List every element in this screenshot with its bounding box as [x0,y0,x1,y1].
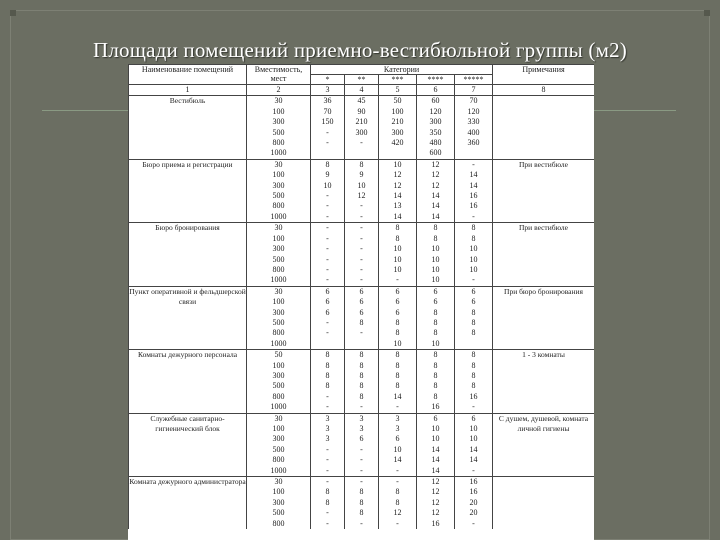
area-cell: - [311,455,345,465]
area-cell: 14 [417,201,455,211]
area-cell: - [311,138,345,148]
area-cell: 10 [417,424,455,434]
capacity-cell: 50 [247,350,311,361]
capacity-cell: 500 [247,508,311,518]
capacity-cell: 100 [247,487,311,497]
capacity-cell: 100 [247,234,311,244]
frame-corner [704,10,710,16]
area-cell: 120 [455,107,493,117]
area-cell: 8 [311,361,345,371]
area-cell: 8 [379,371,417,381]
area-cell: 10 [417,339,455,350]
capacity-cell: 500 [247,318,311,328]
area-cell: - [311,275,345,286]
area-cell: 6 [311,308,345,318]
area-cell: 8 [417,234,455,244]
area-cell: 20 [455,498,493,508]
table-group [129,159,595,222]
area-cell: - [345,466,379,477]
area-cell: - [311,445,345,455]
area-cell: 10 [379,265,417,275]
header-category-1: * [311,75,345,85]
area-cell: 8 [455,381,493,391]
area-cell: 60 [417,96,455,107]
room-note: При вестибюле [493,159,594,222]
area-cell: 70 [455,96,493,107]
area-cell: 14 [455,181,493,191]
frame-corner [10,10,16,16]
capacity-cell: 500 [247,191,311,201]
area-cell: 120 [417,107,455,117]
table-header [129,65,595,85]
capacity-cell: 800 [247,455,311,465]
capacity-cell: 800 [247,519,311,529]
room-note [493,477,594,530]
column-number-1: 1 [129,85,247,96]
area-cell: 10 [379,244,417,254]
area-cell: 8 [311,487,345,497]
area-cell: 3 [311,434,345,444]
capacity-cell: 300 [247,498,311,508]
area-cell: 14 [455,455,493,465]
area-cell: - [345,455,379,465]
room-note [493,96,594,159]
area-cell: 16 [455,392,493,402]
area-cell: 16 [417,402,455,413]
area-cell: 12 [417,159,455,170]
area-cell: 10 [311,181,345,191]
room-name: Бюро приема и регистрации [129,159,247,222]
area-cell: 9 [345,170,379,180]
area-cell: 13 [379,201,417,211]
area-cell: 400 [455,128,493,138]
area-cell: - [345,275,379,286]
area-cell: - [379,275,417,286]
area-cell: 12 [417,508,455,518]
area-cell: 6 [417,413,455,424]
area-cell [455,339,493,350]
capacity-cell: 500 [247,381,311,391]
area-cell: 100 [379,107,417,117]
area-cell: 6 [379,297,417,307]
area-cell: 12 [345,191,379,201]
area-cell: 16 [417,519,455,529]
area-cell: - [311,508,345,518]
area-cell: - [379,402,417,413]
area-cell [455,148,493,159]
area-cell [345,148,379,159]
header-category-4: **** [417,75,455,85]
header-capacity: Вместимость, мест [247,65,311,85]
header-category-3: *** [379,75,417,85]
area-cell: - [455,159,493,170]
area-cell: 6 [345,297,379,307]
area-cell: 6 [417,297,455,307]
area-cell: 8 [379,381,417,391]
column-number-7: 7 [455,85,493,96]
area-cell: 14 [379,455,417,465]
area-cell: 8 [417,361,455,371]
area-cell: 10 [345,181,379,191]
room-note: При вестибюле [493,223,594,286]
area-cell: 8 [311,498,345,508]
capacity-cell: 100 [247,361,311,371]
area-cell: 12 [379,181,417,191]
area-cell: 10 [379,255,417,265]
area-cell: 70 [311,107,345,117]
area-cell: - [311,128,345,138]
room-name: Бюро бронирования [129,223,247,286]
area-cell: 10 [455,424,493,434]
area-cell: 10 [455,265,493,275]
area-cell: 8 [345,508,379,518]
column-number-6: 6 [417,85,455,96]
area-cell: 8 [345,318,379,328]
area-cell: 12 [417,477,455,488]
table-row [129,286,595,297]
area-cell: 16 [455,477,493,488]
area-cell: - [455,402,493,413]
area-cell: 14 [455,445,493,455]
area-cell: 12 [417,181,455,191]
header-name: Наименование помещений [129,65,247,85]
area-cell: 3 [379,413,417,424]
area-cell: 8 [417,308,455,318]
area-cell: 8 [379,487,417,497]
area-cell [311,148,345,159]
area-cell: 10 [455,255,493,265]
area-cell [345,339,379,350]
area-cell: 600 [417,148,455,159]
area-cell: 8 [345,371,379,381]
area-cell: 3 [345,413,379,424]
area-cell: 12 [379,508,417,518]
capacity-cell: 1000 [247,212,311,223]
area-cell: 210 [379,117,417,127]
area-cell: - [311,318,345,328]
capacity-cell: 30 [247,223,311,234]
area-cell: 10 [455,244,493,254]
area-cell: 8 [345,381,379,391]
capacity-cell: 500 [247,445,311,455]
area-cell: 6 [345,286,379,297]
area-cell: 14 [455,170,493,180]
area-cell: 10 [417,434,455,444]
capacity-cell: 300 [247,181,311,191]
area-cell: 330 [455,117,493,127]
area-cell: - [345,138,379,148]
area-cell: 10 [417,275,455,286]
area-cell: 420 [379,138,417,148]
area-cell: 10 [417,244,455,254]
area-cell: 12 [417,498,455,508]
area-cell: 10 [417,265,455,275]
area-cell: 8 [417,223,455,234]
area-cell: 8 [455,328,493,338]
capacity-cell: 500 [247,128,311,138]
area-cell: - [455,212,493,223]
capacity-cell: 100 [247,297,311,307]
capacity-cell: 30 [247,96,311,107]
area-cell: 350 [417,128,455,138]
area-cell: 6 [311,286,345,297]
area-cell: 6 [379,286,417,297]
room-name: Вестибюль [129,96,247,159]
area-cell: 8 [379,361,417,371]
capacity-cell: 30 [247,159,311,170]
area-cell: 8 [455,318,493,328]
table-row [129,223,595,234]
area-cell: 8 [417,350,455,361]
area-cell: 150 [311,117,345,127]
table-group [129,350,595,413]
area-cell: 8 [345,361,379,371]
area-cell: 8 [379,234,417,244]
area-cell: 8 [455,350,493,361]
area-cell: - [345,255,379,265]
area-cell: - [455,519,493,529]
area-cell: 16 [455,191,493,201]
area-cell: 16 [455,487,493,497]
capacity-cell: 500 [247,255,311,265]
area-cell: 300 [417,117,455,127]
area-cell: - [455,466,493,477]
area-cell: 8 [455,223,493,234]
area-cell: 45 [345,96,379,107]
area-cell: - [311,466,345,477]
area-cell: 8 [379,498,417,508]
capacity-cell: 800 [247,265,311,275]
area-cell: 6 [455,286,493,297]
area-cell: - [345,445,379,455]
capacity-cell: 1000 [247,466,311,477]
area-cell: 8 [455,234,493,244]
capacity-cell: 1000 [247,339,311,350]
room-name: Служебные санитарно-гигиенический блок [129,413,247,476]
area-cell: 300 [379,128,417,138]
area-cell: 14 [379,191,417,201]
area-cell: 12 [417,487,455,497]
capacity-cell: 800 [247,392,311,402]
area-cell: - [345,212,379,223]
area-cell: 300 [345,128,379,138]
area-cell: - [455,275,493,286]
area-cell: 8 [311,371,345,381]
area-cell: - [311,244,345,254]
slide-title: Площади помещений приемно-вестибюльной группы (м2) [93,38,627,62]
area-cell: - [379,477,417,488]
capacity-cell: 300 [247,371,311,381]
area-cell: 3 [311,424,345,434]
area-cell: 6 [455,297,493,307]
area-cell: 20 [455,508,493,518]
area-cell: 9 [311,170,345,180]
capacity-cell: 300 [247,244,311,254]
area-cell: 8 [379,318,417,328]
area-cell: 8 [345,487,379,497]
area-cell: - [311,392,345,402]
area-cell [379,148,417,159]
area-cell: 8 [455,371,493,381]
area-cell: 8 [417,371,455,381]
area-cell: 480 [417,138,455,148]
area-cell: - [345,201,379,211]
area-cell: - [311,234,345,244]
area-cell: 14 [417,212,455,223]
area-cell: 8 [345,498,379,508]
capacity-cell: 30 [247,413,311,424]
area-cell: 6 [417,286,455,297]
area-cell: 12 [417,170,455,180]
area-cell: - [379,519,417,529]
capacity-cell: 1000 [247,402,311,413]
table-group [129,477,595,530]
area-cell: - [345,223,379,234]
area-cell: 10 [455,434,493,444]
area-cell: 36 [311,96,345,107]
area-cell: 8 [311,350,345,361]
header-category-5: ***** [455,75,493,85]
area-cell: 10 [379,339,417,350]
area-cell: - [345,244,379,254]
table-row [129,413,595,424]
area-cell: - [311,328,345,338]
table-group [129,223,595,286]
area-cell: 14 [379,212,417,223]
capacity-cell: 100 [247,107,311,117]
area-cell: 8 [379,223,417,234]
area-cell: - [311,223,345,234]
capacity-cell: 800 [247,201,311,211]
column-number-4: 4 [345,85,379,96]
area-cell: 8 [345,350,379,361]
column-number-5: 5 [379,85,417,96]
area-cell: 3 [345,424,379,434]
area-cell: - [345,328,379,338]
capacity-cell: 300 [247,117,311,127]
area-cell: 6 [345,434,379,444]
area-cell: 10 [379,445,417,455]
area-cell: 8 [455,361,493,371]
area-cell: 14 [379,392,417,402]
scanned-table-sheet [128,64,594,540]
area-cell: 3 [311,413,345,424]
area-cell: - [345,519,379,529]
capacity-cell: 100 [247,170,311,180]
area-cell: - [311,519,345,529]
area-cell: 14 [417,445,455,455]
area-cell: - [311,212,345,223]
table-row [129,477,595,488]
header-categories: Категории [311,65,493,75]
room-name: Комнаты дежурного персонала [129,350,247,413]
area-cell: 8 [417,392,455,402]
area-cell: 6 [455,413,493,424]
column-number-3: 3 [311,85,345,96]
room-note: При бюро бронирования [493,286,594,349]
area-cell: 6 [311,297,345,307]
area-cell: 10 [417,255,455,265]
room-area-table [128,64,594,529]
area-cell: 50 [379,96,417,107]
header-notes: Примечания [493,65,594,85]
area-cell: 14 [417,455,455,465]
capacity-cell: 100 [247,424,311,434]
table-row [129,96,595,107]
area-cell: 360 [455,138,493,148]
area-cell: 8 [379,350,417,361]
area-cell: 8 [455,308,493,318]
table-group [129,413,595,476]
area-cell: - [345,265,379,275]
capacity-cell: 30 [247,286,311,297]
area-cell: - [311,255,345,265]
area-cell [311,339,345,350]
area-cell: 6 [379,308,417,318]
capacity-cell: 1000 [247,275,311,286]
area-cell: 14 [417,191,455,201]
area-cell: 8 [311,159,345,170]
area-cell: 12 [379,170,417,180]
capacity-cell: 300 [247,308,311,318]
area-cell: - [379,466,417,477]
area-cell: 3 [379,424,417,434]
table-row [129,350,595,361]
area-cell: - [311,191,345,201]
table-group [129,286,595,349]
area-cell: - [311,477,345,488]
area-cell: 16 [455,201,493,211]
area-cell: 8 [417,328,455,338]
area-cell: 6 [345,308,379,318]
capacity-cell: 1000 [247,148,311,159]
table-row [129,159,595,170]
capacity-cell: 30 [247,477,311,488]
area-cell: 8 [379,328,417,338]
column-number-8: 8 [493,85,594,96]
capacity-cell: 800 [247,328,311,338]
area-cell: 10 [379,159,417,170]
capacity-cell: 300 [247,434,311,444]
room-name: Пункт оперативной и фельдшерской связи [129,286,247,349]
area-cell: 8 [417,318,455,328]
area-cell: - [345,477,379,488]
area-cell: - [311,201,345,211]
area-cell: 6 [379,434,417,444]
area-cell: - [345,234,379,244]
area-cell: 90 [345,107,379,117]
room-name: Комната дежурного администратора [129,477,247,530]
area-cell: 8 [311,381,345,391]
table-group [129,96,595,159]
header-category-2: ** [345,75,379,85]
area-cell: 8 [345,392,379,402]
area-cell: 8 [345,159,379,170]
area-cell: 14 [417,466,455,477]
room-note: С душем, душевой, комната личной гигиены [493,413,594,476]
capacity-cell: 800 [247,138,311,148]
area-cell: - [311,265,345,275]
area-cell: 8 [417,381,455,391]
area-cell: - [311,402,345,413]
room-note: 1 - 3 комнаты [493,350,594,413]
column-number-2: 2 [247,85,311,96]
area-cell: 210 [345,117,379,127]
area-cell: - [345,402,379,413]
